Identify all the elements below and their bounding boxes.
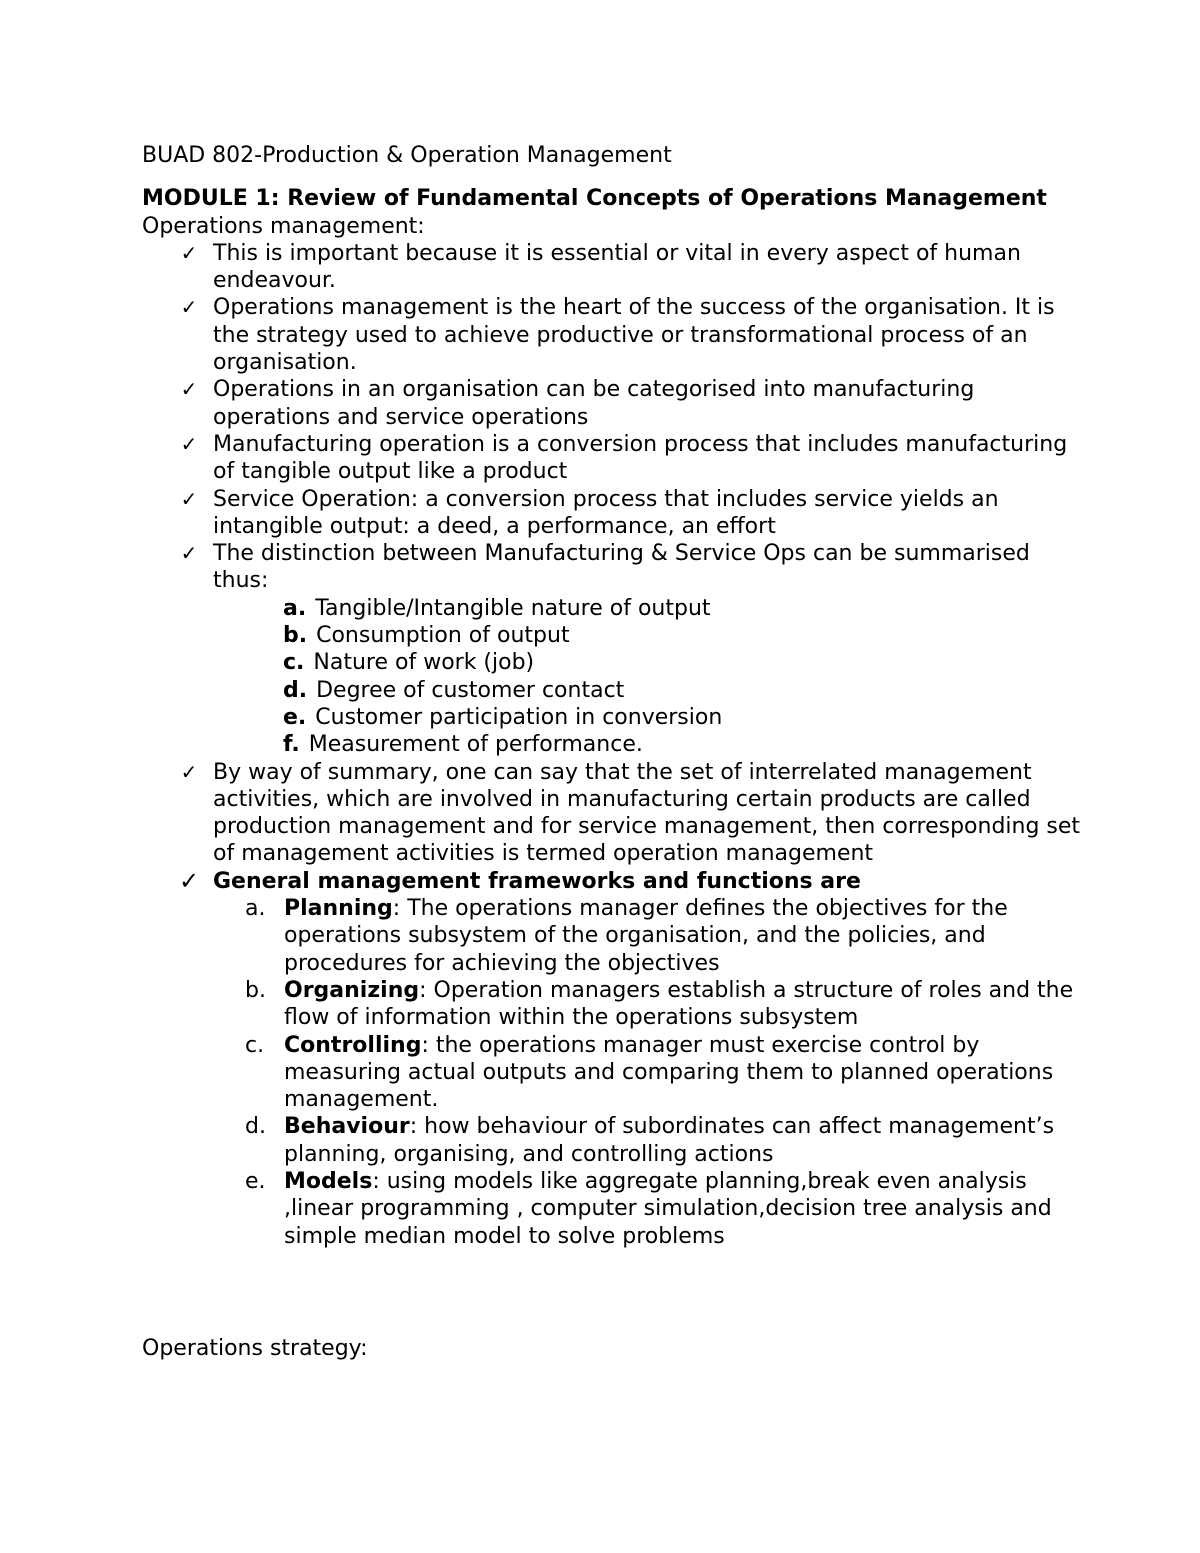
distinction-text: Degree of customer contact (316, 677, 625, 703)
list-item (142, 431, 1082, 486)
list-item (142, 294, 1082, 376)
function-text: : The operations manager defines the objectives for the operations subsystem of the organisation, and the policies, and procedures for achieving the objectives (284, 896, 1008, 976)
checkmark-icon: ✓ (180, 541, 198, 566)
module-heading: MODULE 1: Review of Fundamental Concepts of Operations Management (142, 186, 1047, 212)
function-letter: b. (245, 977, 266, 1003)
function-term: Models (284, 1168, 373, 1194)
list-item (142, 486, 1082, 541)
distinction-letter: c. (283, 650, 305, 676)
function-item (213, 895, 1082, 977)
list-item-text: By way of summary, one can say that the set of interrelated management activities, which are involved in manufacturing certain products are called production management and for service management, then corresponding set of management activities is termed operation management (213, 759, 1081, 867)
distinction-letter: d. (283, 677, 308, 703)
function-item (213, 1168, 1082, 1250)
function-term: Controlling (284, 1032, 422, 1058)
list-item-text: Manufacturing operation is a conversion process that includes manufacturing of tangible output like a product (213, 431, 1068, 485)
distinction-text: Consumption of output (316, 623, 570, 649)
document-body (142, 142, 1082, 1250)
function-item (213, 1032, 1082, 1114)
checkmark-icon: ✓ (180, 295, 198, 320)
list-item-text: This is important because it is essential or vital in every aspect of human endeavour. (213, 240, 1021, 294)
function-letter: c. (245, 1032, 265, 1058)
strategy-heading: Operations strategy: (142, 1336, 368, 1361)
distinction-item (283, 677, 1082, 704)
checkmark-icon: ✓ (180, 240, 198, 265)
function-letter: e. (245, 1168, 266, 1194)
distinction-item (283, 595, 1082, 622)
distinction-letter: a. (283, 595, 307, 621)
list-item (142, 759, 1082, 868)
list-item (142, 240, 1082, 295)
list-item-text: Service Operation: a conversion process that includes service yields an intangible output: a deed, a performance, an effort (213, 486, 999, 539)
distinction-text: Measurement of performance. (308, 732, 643, 758)
checkmark-icon: ✓ (180, 377, 198, 402)
distinction-text: Customer participation in conversion (315, 704, 723, 730)
functions-list (213, 895, 1082, 1250)
function-term: Behaviour (284, 1114, 410, 1140)
function-text: : using models like aggregate planning,break even analysis ,linear programming , computer simulation,decision tree analysis and simple median model to solve problems (284, 1168, 1052, 1249)
distinction-item (283, 649, 1082, 676)
checkmark-icon: ✓ (180, 759, 198, 784)
distinction-letter: f. (283, 732, 300, 758)
frameworks-heading: General management frameworks and functions are (213, 868, 861, 894)
distinction-text: Tangible/Intangible nature of output (315, 595, 711, 621)
distinction-letter: e. (283, 704, 307, 730)
intro-label: Operations management: (142, 213, 425, 239)
distinction-letter: b. (283, 623, 308, 649)
document-title: BUAD 802-Production & Operation Management (142, 143, 672, 168)
function-text: : Operation managers establish a structure of roles and the flow of information within the operations subsystem (284, 977, 1074, 1031)
function-text: : how behaviour of subordinates can affect management’s planning, organising, and controlling actions (284, 1114, 1055, 1167)
distinction-item (283, 704, 1082, 731)
function-term: Planning (284, 896, 393, 922)
checkmark-icon: ✓ (178, 866, 200, 895)
list-item (142, 376, 1082, 431)
distinction-item (283, 731, 1082, 758)
list-item-text: Operations management is the heart of the success of the organisation. It is the strategy used to achieve productive or transformational process of an organisation. (213, 295, 1055, 376)
distinction-text: Nature of work (job) (313, 650, 535, 676)
function-term: Organizing (284, 977, 420, 1003)
list-item-frameworks (142, 868, 1082, 1250)
list-item (142, 540, 1082, 758)
list-item-text: The distinction between Manufacturing & Service Ops can be summarised thus: (213, 541, 1030, 594)
distinction-item (283, 622, 1082, 649)
checkmark-icon: ✓ (180, 431, 198, 456)
function-item (213, 977, 1082, 1032)
function-text: : the operations manager must exercise control by measuring actual outputs and comparing them to planned operations management. (284, 1032, 1054, 1113)
function-item (213, 1113, 1082, 1168)
function-letter: a. (245, 896, 266, 922)
checklist (142, 240, 1082, 1250)
distinction-list (213, 595, 1082, 759)
function-letter: d. (245, 1114, 266, 1140)
checkmark-icon: ✓ (180, 486, 198, 511)
list-item-text: Operations in an organisation can be categorised into manufacturing operations and service operations (213, 377, 975, 430)
